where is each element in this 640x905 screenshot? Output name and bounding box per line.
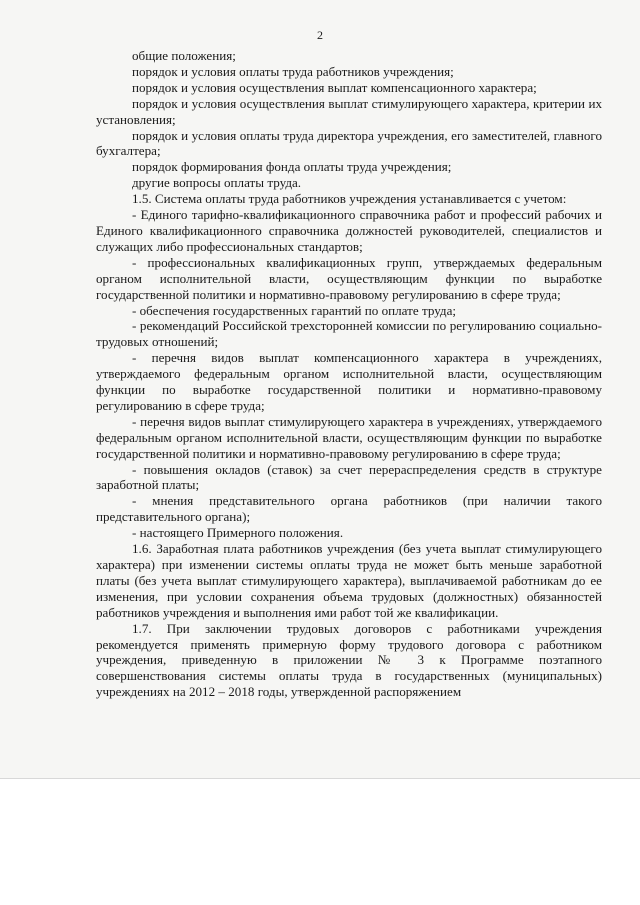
section-1-7: 1.7. При заключении трудовых договоров с работниками учреждения рекомендуется применять примерную форму трудового договора с работником учреждения, приведенную в приложении № 3 к Программе поэтапного совершенствования системы оплаты труда в государственных (муниципальных) учреждениях на 2012 – 2018 годы, утвержденной распоряжением [96, 620, 602, 700]
list-item: - перечня видов выплат компенсационного характера в учреждениях, утверждаемого федеральным органом исполнительной власти, осуществляющим функции по выработке государственной политики и нормативно-правовому регулированию в сфере труда; [96, 350, 602, 413]
list-item: - обеспечения государственных гарантий по оплате труда; [132, 302, 457, 318]
section-1-6: 1.6. Заработная плата работников учреждения (без учета выплат стимулирующего характера) при изменении системы оплаты труда не может быть меньше заработной платы (без учета выплат стимулирующего характера), выплачиваемой работникам до ее изменения, при условии сохранения объема трудовых (должностных) обязанностей работников учреждения и выполнения ими работ той же квалификации. [96, 541, 602, 620]
document-body [96, 48, 602, 700]
section-1-5-intro: 1.5. Система оплаты труда работников учреждения устанавливается с учетом: [132, 191, 567, 207]
list-item: другие вопросы оплаты труда. [132, 175, 302, 191]
list-item: - повышения окладов (ставок) за счет перераспределения средств в структуре заработной платы; [96, 461, 602, 493]
list-item: - рекомендаций Российской трехсторонней комиссии по регулированию социально-трудовых отношений; [96, 318, 602, 350]
list-item: общие положения; [132, 48, 236, 63]
list-item: порядок формирования фонда оплаты труда учреждения; [132, 159, 452, 175]
list-item: - профессиональных квалификационных групп, утверждаемых федеральным органом исполнительной власти, осуществляющим функции по выработке государственной политики и нормативно-правовому регулированию в сфере труда; [96, 254, 602, 302]
list-item: - настоящего Примерного положения. [132, 525, 344, 541]
list-item: порядок и условия осуществления выплат компенсационного характера; [132, 79, 537, 95]
list-item: - перечня видов выплат стимулирующего характера в учреждениях, утверждаемого федеральным органом исполнительной власти, осуществляющим функции по выработке государственной политики и нормативно-правовому регулированию в сфере труда; [96, 413, 602, 461]
list-item: порядок и условия оплаты труда работников учреждения; [132, 63, 454, 79]
list-item: - мнения представительного органа работников (при наличии такого представительного органа); [96, 493, 602, 525]
list-item: порядок и условия осуществления выплат стимулирующего характера, критерии их установления; [96, 95, 602, 127]
list-item: - Единого тарифно-квалификационного справочника работ и профессий рабочих и Единого квалификационного справочника должностей руководителей, специалистов и служащих либо профессиональных стандартов; [96, 207, 602, 254]
list-item: порядок и условия оплаты труда директора учреждения, его заместителей, главного бухгалтера; [96, 127, 602, 159]
page-number: 2 [317, 28, 323, 42]
